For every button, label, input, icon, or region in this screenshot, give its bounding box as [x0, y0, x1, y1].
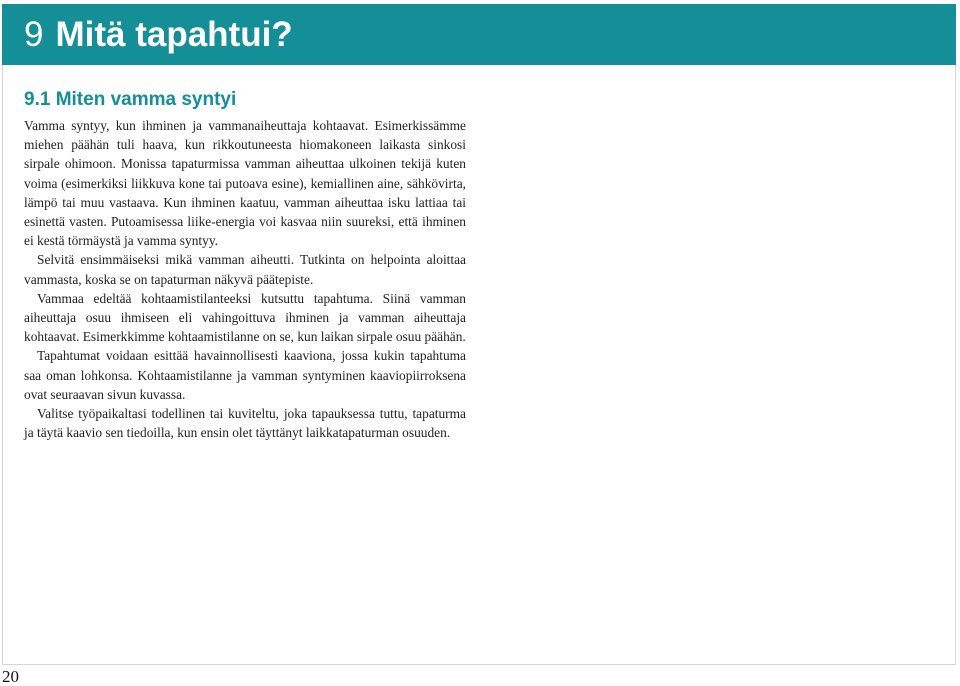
- page-number: 20: [2, 667, 19, 686]
- paragraph-1: Vamma syntyy, kun ihminen ja vammanaiheuttaja kohtaavat. Esimerkissämme miehen päähän tuli haava, kun rikkoutuneesta hiomakoneen laikasta sinkosi sirpale ohimoon. Monissa tapaturmissa vamman aiheuttaa ulkoinen tekijä kuten voima (esimerkiksi liikkuva kone tai putoava esine), kemiallinen aine, sähkövirta, lämpö tai muu vastaava. Kun ihminen kaatuu, vamman aiheuttaa isku lattiaa tai esinettä vasten. Putoamisessa liike-energia voi kasvaa niin suureksi, että ihminen ei kestä törmäystä ja vamma syntyy.: [24, 118, 466, 249]
- chapter-title: Mitä tapahtui?: [55, 15, 293, 54]
- paragraph-4: Tapahtumat voidaan esittää havainnollisesti kaaviona, jossa kukin tapahtuma saa oman lohkonsa. Kohtaamistilanne ja vamman syntyminen kaaviopiirroksena ovat seuraavan sivun kuvassa.: [24, 348, 466, 402]
- chapter-heading: [24, 4, 293, 65]
- body-text: [24, 116, 466, 442]
- paragraph-2: Selvitä ensimmäiseksi mikä vamman aiheutti. Tutkinta on helpointa aloittaa vammasta, koska se on tapaturman näkyvä päätepiste.: [24, 252, 466, 287]
- paragraph-3: Vammaa edeltää kohtaamistilanteeksi kutsuttu tapahtuma. Siinä vamman aiheuttaja osuu ihmiseen eli vahingoittuva ihminen ja vamman aiheuttaja kohtaavat. Esimerkkimme kohtaamistilanne on se, kun laikan sirpale osuu päähän.: [24, 290, 466, 345]
- chapter-number: 9: [24, 15, 44, 54]
- section-title: 9.1 Miten vamma syntyi: [24, 89, 237, 110]
- paragraph-5: Valitse työpaikaltasi todellinen tai kuviteltu, joka tapauksessa tuttu, tapaturma ja täytä kaavio sen tiedoilla, kun ensin olet täyttänyt laikkatapaturman osuuden.: [24, 406, 466, 441]
